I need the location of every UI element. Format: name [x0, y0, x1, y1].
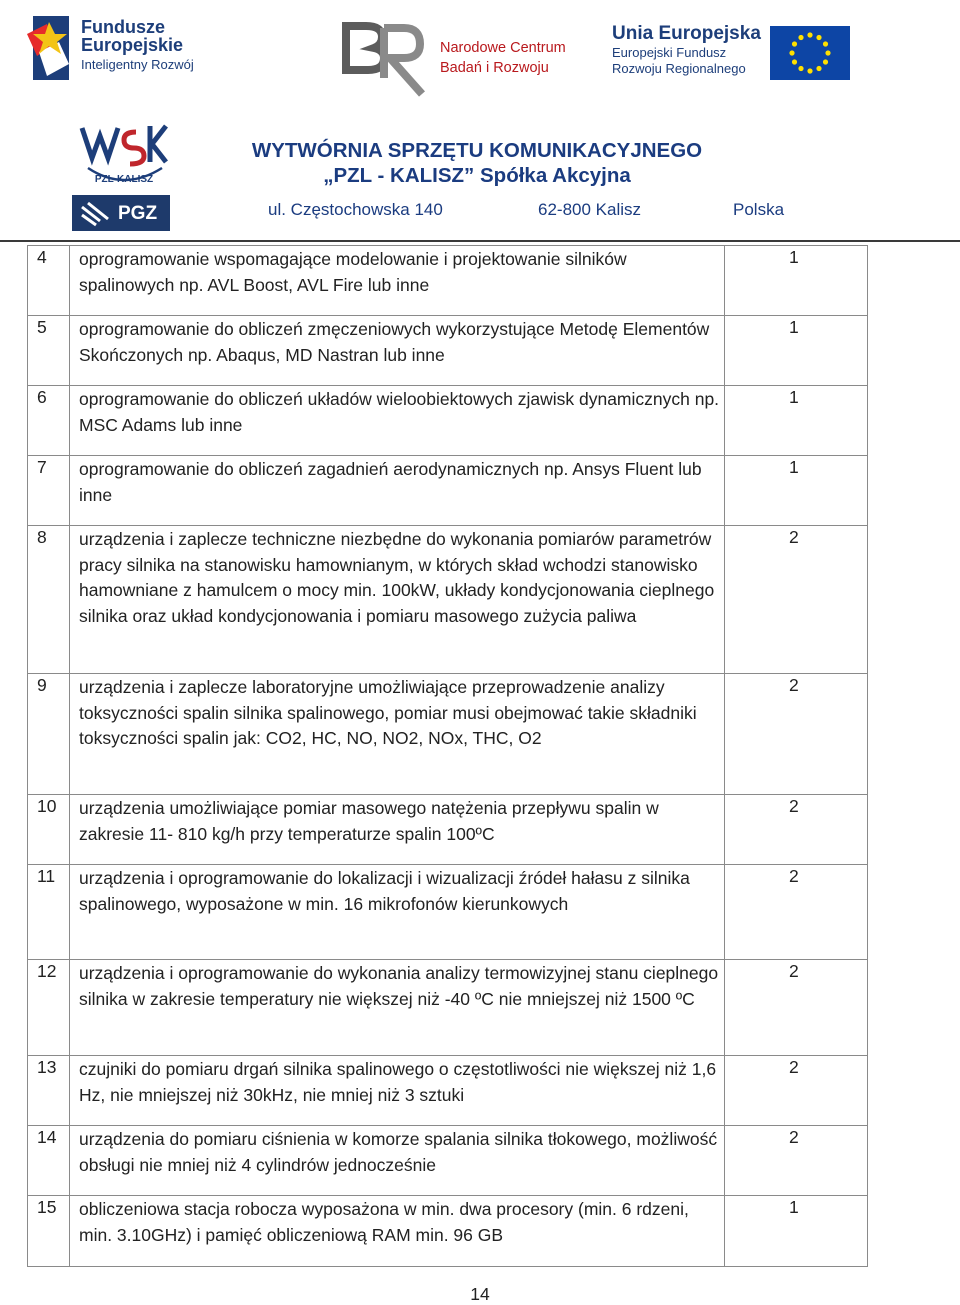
page-number: 14 — [470, 1284, 490, 1304]
pgz-logo-text: PGZ — [118, 203, 158, 224]
company-country: Polska — [733, 200, 785, 219]
row-quantity: 1 — [725, 456, 868, 526]
table-row — [28, 795, 868, 865]
row-quantity: 2 — [725, 795, 868, 865]
row-quantity: 2 — [725, 1126, 868, 1196]
company-city: 62-800 Kalisz — [538, 200, 642, 219]
ue-logo-line2: Europejski Fundusz — [612, 45, 727, 60]
row-description: urządzenia i zaplecze techniczne niezbędne do wykonania pomiarów parametrów pracy silnika na stanowisku hamownianym, w których skład wchodzi stanowisko hamowniane z hamulcem o mocy min. 100kW, układy kondycjonowania cieplnego silnika oraz układ kondycjonowania i pomiaru masowego zużycia paliwa — [70, 526, 725, 674]
header-divider — [0, 240, 960, 242]
fe-logo-line1: Fundusze — [81, 17, 165, 37]
row-number: 10 — [28, 795, 70, 865]
fundusze-europejskie-logo — [25, 12, 210, 84]
ncbr-emblem-icon — [340, 18, 436, 98]
row-number: 7 — [28, 456, 70, 526]
svg-text:PZL-KALISZ: PZL-KALISZ — [94, 174, 154, 185]
row-description: oprogramowanie do obliczeń układów wieloobiektowych zjawisk dynamicznych np. MSC Adams lub inne — [70, 386, 725, 456]
row-description: obliczeniowa stacja robocza wyposażona w min. dwa procesory (min. 6 rdzeni, min. 3.10GHz) i pamięć obliczeniową RAM min. 96 GB — [70, 1196, 725, 1267]
row-quantity: 2 — [725, 865, 868, 960]
table-row — [28, 1056, 868, 1126]
row-quantity: 2 — [725, 1056, 868, 1126]
row-description: oprogramowanie wspomagające modelowanie i projektowanie silników spalinowych np. AVL Boost, AVL Fire lub inne — [70, 246, 725, 316]
company-name-line1: WYTWÓRNIA SPRZĘTU KOMUNIKACYJNEGO — [251, 139, 703, 162]
row-quantity: 2 — [725, 960, 868, 1056]
fundusze-emblem-icon — [25, 12, 77, 84]
row-number: 5 — [28, 316, 70, 386]
row-quantity: 2 — [725, 674, 868, 795]
row-quantity: 1 — [725, 1196, 868, 1267]
ue-logo-line1: Unia Europejska — [612, 23, 761, 44]
unia-europejska-logo — [612, 24, 852, 88]
fe-logo-line3: Inteligentny Rozwój — [81, 57, 194, 72]
table-row — [28, 1126, 868, 1196]
row-number: 9 — [28, 674, 70, 795]
row-description: urządzenia i zaplecze laboratoryjne umożliwiające przeprowadzenie analizy toksyczności spalin silnika spalinowego, pomiar musi obejmować takie składniki toksyczności spalin jak: CO2, HC, NO, NO2, NOx, THC, O2 — [70, 674, 725, 795]
ncbr-logo-line2: Badań i Rozwoju — [440, 60, 549, 76]
ncbr-logo — [340, 18, 570, 98]
row-description: urządzenia umożliwiające pomiar masowego natężenia przepływu spalin w zakresie 11- 810 kg/h przy temperaturze spalin 100ºC — [70, 795, 725, 865]
equipment-table — [27, 245, 868, 1267]
row-quantity: 1 — [725, 386, 868, 456]
row-description: oprogramowanie do obliczeń zagadnień aerodynamicznych np. Ansys Fluent lub inne — [70, 456, 725, 526]
row-number: 4 — [28, 246, 70, 316]
row-quantity: 2 — [725, 526, 868, 674]
table-row — [28, 960, 868, 1056]
equipment-table-body — [28, 246, 868, 1267]
row-quantity: 1 — [725, 246, 868, 316]
row-number: 8 — [28, 526, 70, 674]
ncbr-logo-line1: Narodowe Centrum — [440, 40, 566, 56]
row-description: urządzenia do pomiaru ciśnienia w komorze spalania silnika tłokowego, możliwość obsługi nie mniej niż 4 cylindrów jednocześnie — [70, 1126, 725, 1196]
table-row — [28, 386, 868, 456]
row-number: 11 — [28, 865, 70, 960]
company-name-line2: „PZL - KALISZ” Spółka Akcyjna — [323, 164, 631, 187]
fe-logo-line2: Europejskie — [81, 35, 184, 55]
company-street: ul. Częstochowska 140 — [268, 200, 443, 219]
table-row — [28, 316, 868, 386]
pgz-wings-icon — [78, 195, 118, 231]
table-row — [28, 246, 868, 316]
row-number: 12 — [28, 960, 70, 1056]
table-row — [28, 1196, 868, 1267]
row-quantity: 1 — [725, 316, 868, 386]
table-row — [28, 526, 868, 674]
table-row — [28, 674, 868, 795]
ue-logo-line3: Rozwoju Regionalnego — [612, 61, 746, 76]
eu-flag-icon — [770, 26, 850, 80]
row-number: 14 — [28, 1126, 70, 1196]
table-row — [28, 456, 868, 526]
row-description: czujniki do pomiaru drgań silnika spalinowego o częstotliwości nie większej niż 1,6 Hz, nie mniejszej niż 30kHz, nie mniej niż 3 sztuki — [70, 1056, 725, 1126]
pgz-logo — [72, 195, 170, 231]
row-number: 6 — [28, 386, 70, 456]
row-number: 15 — [28, 1196, 70, 1267]
table-row — [28, 865, 868, 960]
row-description: urządzenia i oprogramowanie do wykonania analizy termowizyjnej stanu cieplnego silnika w zakresie temperatury nie większej niż -40 ºC nie mniejszej niż 1500 ºC — [70, 960, 725, 1056]
row-number: 13 — [28, 1056, 70, 1126]
row-description: oprogramowanie do obliczeń zmęczeniowych wykorzystujące Metodę Elementów Skończonych np. Abaqus, MD Nastran lub inne — [70, 316, 725, 386]
row-description: urządzenia i oprogramowanie do lokalizacji i wizualizacji źródeł hałasu z silnika spalinowego, wyposażone w min. 16 mikrofonów kierunkowych — [70, 865, 725, 960]
